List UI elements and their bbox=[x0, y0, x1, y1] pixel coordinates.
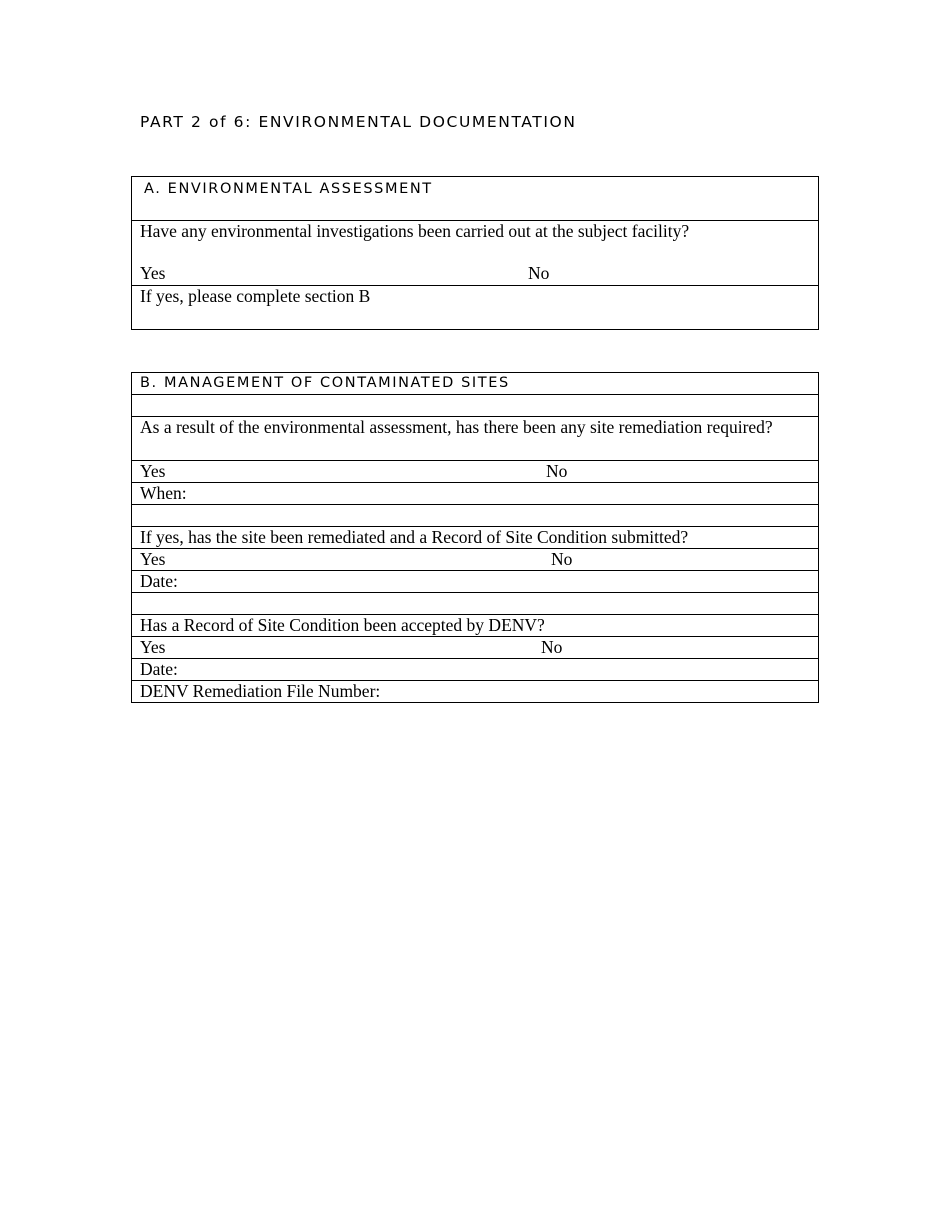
section-a-heading-cell bbox=[132, 177, 819, 221]
no-option[interactable]: No bbox=[546, 461, 568, 481]
section-a-heading: A. ENVIRONMENTAL ASSESSMENT bbox=[144, 181, 433, 197]
question-record-accepted-cell bbox=[132, 615, 819, 637]
question-site-remediated-cell bbox=[132, 527, 819, 549]
no-option[interactable]: No bbox=[541, 637, 563, 657]
section-b-heading-cell bbox=[132, 373, 819, 395]
no-option[interactable]: No bbox=[528, 263, 550, 283]
when-field[interactable] bbox=[132, 483, 819, 505]
section-b-heading: B. MANAGEMENT OF CONTAMINATED SITES bbox=[140, 375, 510, 391]
remediation-required-yes-no-row bbox=[132, 461, 819, 483]
yes-option[interactable]: Yes bbox=[140, 549, 166, 569]
yes-option[interactable]: Yes bbox=[140, 637, 166, 657]
when-label: When: bbox=[140, 483, 187, 503]
yes-option[interactable]: Yes bbox=[140, 461, 166, 481]
yes-option[interactable]: Yes bbox=[140, 263, 166, 283]
date-field[interactable] bbox=[132, 571, 819, 593]
question-record-accepted: Has a Record of Site Condition been accepted by DENV? bbox=[140, 615, 545, 635]
environmental-assessment-table bbox=[131, 176, 819, 330]
date-label: Date: bbox=[140, 659, 178, 679]
section-a-note: If yes, please complete section B bbox=[140, 286, 371, 306]
blank-row bbox=[132, 505, 819, 527]
question-remediation-required-cell bbox=[132, 417, 819, 461]
site-remediated-yes-no-row bbox=[132, 549, 819, 571]
question-site-remediated: If yes, has the site been remediated and a Record of Site Condition submitted? bbox=[140, 527, 689, 547]
remediation-file-number-label: DENV Remediation File Number: bbox=[140, 681, 381, 701]
section-a-question: Have any environmental investigations been carried out at the subject facility? bbox=[140, 221, 690, 241]
page-title: PART 2 of 6: ENVIRONMENTAL DOCUMENTATION bbox=[140, 113, 577, 131]
date-label: Date: bbox=[140, 571, 178, 591]
date-field[interactable] bbox=[132, 659, 819, 681]
record-accepted-yes-no-row bbox=[132, 637, 819, 659]
section-a-yes-no-row bbox=[140, 263, 810, 284]
section-a-question-cell bbox=[132, 221, 819, 286]
blank-row bbox=[132, 395, 819, 417]
question-remediation-required: As a result of the environmental assessment, has there been any site remediation required? bbox=[140, 417, 773, 437]
section-a-note-cell bbox=[132, 286, 819, 330]
contaminated-sites-table bbox=[131, 372, 819, 703]
remediation-file-number-field[interactable] bbox=[132, 681, 819, 703]
blank-row bbox=[132, 593, 819, 615]
no-option[interactable]: No bbox=[551, 549, 573, 569]
